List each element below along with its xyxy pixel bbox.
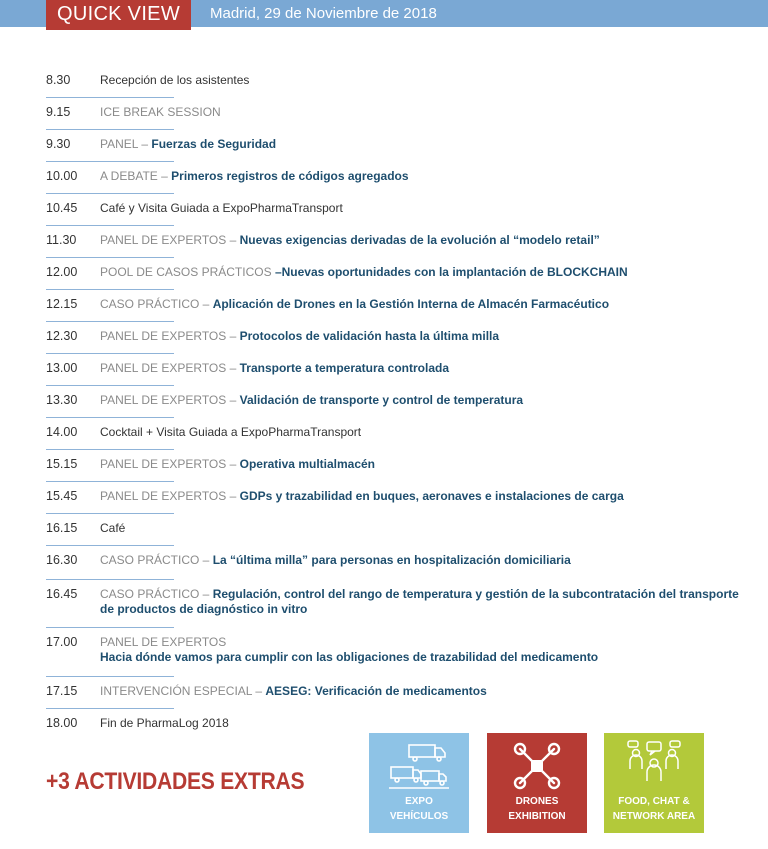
row-separator — [46, 257, 174, 258]
session-type: ICE BREAK SESSION — [100, 105, 221, 119]
schedule-time: 9.30 — [46, 137, 71, 151]
schedule-text — [100, 329, 750, 344]
drone-icon — [507, 739, 567, 793]
session-type: Fin de PharmaLog 2018 — [100, 716, 229, 730]
row-separator — [46, 417, 174, 418]
row-separator — [46, 513, 174, 514]
tile-line1: FOOD, CHAT & — [618, 796, 690, 807]
schedule-text — [100, 105, 750, 120]
row-separator — [46, 676, 174, 677]
row-separator — [46, 193, 174, 194]
session-title: Transporte a temperatura controlada — [239, 361, 450, 375]
schedule-time: 15.45 — [46, 489, 78, 503]
session-type: PANEL DE EXPERTOS — [100, 635, 227, 649]
session-title: La “última milla” para personas en hospitalización domiciliaria — [212, 553, 571, 567]
session-type: CASO PRÁCTICO – — [100, 553, 213, 567]
row-separator — [46, 449, 174, 450]
schedule-time: 12.15 — [46, 297, 78, 311]
session-title: Nuevas exigencias derivadas de la evolución al “modelo retail” — [239, 233, 600, 247]
schedule-text — [100, 553, 750, 568]
extras-title: +3 ACTIVIDADES EXTRAS — [46, 768, 305, 795]
row-separator — [46, 97, 174, 98]
session-type: Café y Visita Guiada a ExpoPharmaTransport — [100, 201, 343, 215]
schedule-text — [100, 361, 750, 376]
session-title: –Nuevas oportunidades con la implantación de BLOCKCHAIN — [274, 265, 628, 279]
schedule-text — [100, 489, 750, 504]
schedule-time: 17.15 — [46, 684, 78, 698]
schedule-time: 17.00 — [46, 635, 78, 649]
tile-line2: EXHIBITION — [508, 811, 566, 822]
schedule-time: 15.15 — [46, 457, 78, 471]
schedule-time: 9.15 — [46, 105, 71, 119]
session-title: Regulación, control del rango de temperatura y gestión de la subcontratación del transporte de productos de diagnóstico in vitro — [100, 587, 739, 616]
trucks-icon — [389, 739, 449, 793]
people-chat-icon — [624, 739, 684, 793]
schedule-text — [100, 393, 750, 408]
schedule-text — [100, 169, 750, 184]
tile-line2: NETWORK AREA — [612, 811, 696, 822]
schedule-text — [100, 265, 750, 280]
row-separator — [46, 225, 174, 226]
quick-view-badge: QUICK VIEW — [46, 0, 191, 30]
schedule-text — [100, 233, 750, 248]
schedule-text — [100, 457, 750, 472]
row-separator — [46, 385, 174, 386]
schedule-time: 11.30 — [46, 233, 77, 247]
session-title: Fuerzas de Seguridad — [151, 137, 277, 151]
session-type: PANEL – — [100, 137, 152, 151]
session-type: PANEL DE EXPERTOS – — [100, 457, 240, 471]
row-separator — [46, 481, 174, 482]
session-type: POOL DE CASOS PRÁCTICOS — [100, 265, 275, 279]
schedule-time: 12.30 — [46, 329, 78, 343]
row-separator — [46, 353, 174, 354]
schedule-text — [100, 425, 750, 440]
session-title: Validación de transporte y control de temperatura — [239, 393, 524, 407]
row-separator — [46, 129, 174, 130]
event-date: Madrid, 29 de Noviembre de 2018 — [210, 5, 437, 22]
schedule-text — [100, 716, 750, 731]
session-title: Operativa multialmacén — [239, 457, 376, 471]
session-type: Recepción de los asistentes — [100, 73, 250, 87]
schedule-time: 13.30 — [46, 393, 78, 407]
tile-line1: EXPO — [405, 796, 433, 807]
tile-drones-exhibition — [487, 733, 587, 833]
session-type: CASO PRÁCTICO – — [100, 297, 213, 311]
schedule-text — [100, 137, 750, 152]
session-type: PANEL DE EXPERTOS – — [100, 361, 240, 375]
session-type: PANEL DE EXPERTOS – — [100, 233, 240, 247]
row-separator — [46, 289, 174, 290]
row-separator — [46, 708, 174, 709]
schedule-time: 16.30 — [46, 553, 78, 567]
row-separator — [46, 627, 174, 628]
session-type: PANEL DE EXPERTOS – — [100, 393, 240, 407]
session-title: AESEG: Verificación de medicamentos — [265, 684, 487, 698]
session-title: Aplicación de Drones en la Gestión Interna de Almacén Farmacéutico — [212, 297, 610, 311]
schedule-time: 8.30 — [46, 73, 71, 87]
session-type: A DEBATE – — [100, 169, 172, 183]
tile-line1: DRONES — [515, 796, 559, 807]
schedule-text — [100, 684, 750, 699]
session-type: Café — [100, 521, 126, 535]
schedule-time: 16.15 — [46, 521, 78, 535]
session-type: PANEL DE EXPERTOS – — [100, 329, 240, 343]
schedule-text — [100, 297, 750, 312]
schedule-text — [100, 73, 750, 88]
schedule-time: 16.45 — [46, 587, 78, 601]
session-type: INTERVENCIÓN ESPECIAL – — [100, 684, 266, 698]
tile-expo-vehiculos — [369, 733, 469, 833]
schedule-time: 13.00 — [46, 361, 78, 375]
row-separator — [46, 161, 174, 162]
schedule-time: 10.00 — [46, 169, 78, 183]
session-type: PANEL DE EXPERTOS – — [100, 489, 240, 503]
schedule-text — [100, 587, 750, 617]
schedule-time: 10.45 — [46, 201, 78, 215]
tile-food-chat-network — [604, 733, 704, 833]
row-separator — [46, 545, 174, 546]
schedule-text — [100, 521, 750, 536]
row-separator — [46, 321, 174, 322]
session-type: CASO PRÁCTICO – — [100, 587, 213, 601]
schedule-time: 14.00 — [46, 425, 78, 439]
schedule-text — [100, 201, 750, 216]
session-title: Protocolos de validación hasta la última milla — [239, 329, 500, 343]
session-title: Hacia dónde vamos para cumplir con las obligaciones de trazabilidad del medicamento — [100, 650, 599, 664]
schedule-time: 12.00 — [46, 265, 78, 279]
row-separator — [46, 579, 174, 580]
schedule-text — [100, 635, 750, 665]
tile-line2: VEHÍCULOS — [389, 811, 449, 822]
session-title: GDPs y trazabilidad en buques, aeronaves e instalaciones de carga — [239, 489, 624, 503]
session-type: Cocktail + Visita Guiada a ExpoPharmaTransport — [100, 425, 362, 439]
session-title: Primeros registros de códigos agregados — [171, 169, 409, 183]
schedule-time: 18.00 — [46, 716, 78, 730]
